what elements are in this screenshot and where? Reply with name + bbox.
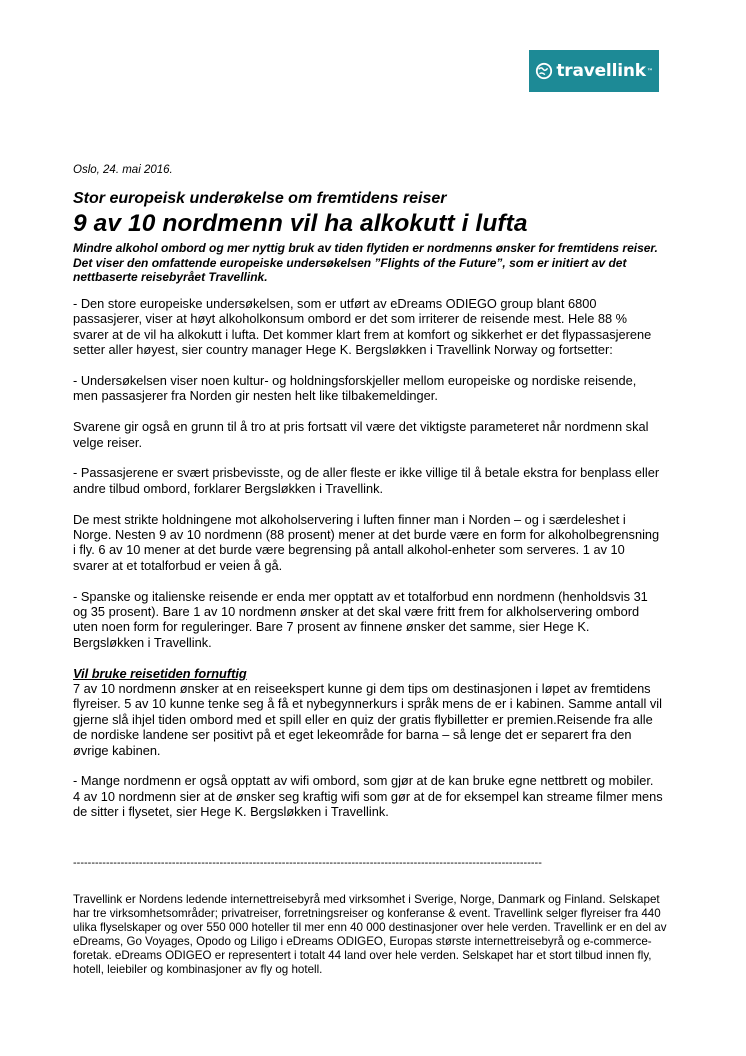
logo-trademark: ™ <box>646 67 653 75</box>
paragraph: 7 av 10 nordmenn ønsker at en reiseekspert kunne gi dem tips om destinasjonen i løpet av fremtidens flyreiser. 5 av 10 kunne tenke seg å få et nybegynnerkurs i språk mens de er i kabinen. Samme antall vil gjerne slå ihjel tiden ombord med et spill eller en quiz der gratis flybilletter er premien.Reisende fra alle de nordiske landene ser positivt på et eget lekeområde for barna – så lenge det er separert fra den øvrige kabinen. <box>73 681 662 758</box>
paragraph: - Passasjerene er svært prisbevisste, og de aller fleste er ikke villige til å betale ekstra for benplass eller andre tilbud ombord, forklarer Bergsløkken i Travellink. <box>73 465 660 496</box>
subtitle: Stor europeisk underøkelse om fremtidens reiser <box>73 190 447 207</box>
date-line: Oslo, 24. mai 2016. <box>73 164 173 176</box>
travellink-logo <box>529 50 659 92</box>
paragraph: - Den store europeiske undersøkelsen, som er utført av eDreams ODIEGO group blant 6800 passasjerer, viser at høyt alkoholkonsum ombord er det som irriterer de reisende mest. Hele 88 % svarer at de vil ha alkokutt i lufta. Det kommer klart frem at komfort og sikkerhet er det flypassasjerene setter aller høyest, sier country manager Hege K. Bergsløkken i Travellink Norway og fortsetter: <box>73 296 652 358</box>
divider-line: -------------------------------------------------------------------------------------------------------------------------------- <box>73 857 542 869</box>
about-boilerplate: Travellink er Nordens ledende internettreisebyrå med virksomhet i Sverige, Norge, Danmark og Finland. Selskapet har tre virksomhetsområder; privatreiser, forretningsreiser og konferanse & event. Travellink selger flyreiser fra 440 ulika flyselskaper og over 550 000 hoteller til mer enn 40 000 destinasjoner over hele verden. Travellink er en del av eDreams, Go Voyages, Opodo og Liligo i eDreams ODIGEO, Europas største internettreisebyrå og e-commerce-foretak. eDreams ODIGEO er representert i totalt 44 land over hele verden. Selskapet har et stort tilbud innen fly, hotell, leiebiler og kombinasjoner av fly og hotell. <box>73 893 667 977</box>
page-title: 9 av 10 nordmenn vil ha alkokutt i lufta <box>73 210 528 237</box>
logo-text: travellink <box>556 61 646 81</box>
paragraph: De mest strikte holdningene mot alkoholservering i luften finner man i Norden – og i særdeleshet i Norge. Nesten 9 av 10 nordmenn (88 prosent) mener at det burde være en form for alkoholbegrensning i fly. 6 av 10 mener at det burde være begrensing på antall alkohol-enheter som serveres. 1 av 10 svarer at et totalforbud er veien å gå. <box>73 511 660 573</box>
paragraph: - Mange nordmenn er også opptatt av wifi ombord, som gjør at de kan bruke egne nettbrett og mobiler. 4 av 10 nordmenn sier at de ønsker seg kraftig wifi som gør at de for eksempel kan streame filmer mens de sitter i flysetet, sier Hege K. Bergsløkken i Travellink. <box>73 773 663 820</box>
paragraph: - Undersøkelsen viser noen kultur- og holdningsforskjeller mellom europeiske og nordiske reisende, men passasjerer fra Norden gir nesten helt like tilbakemeldinger. <box>73 373 637 404</box>
globe-icon <box>535 62 553 80</box>
paragraph: Svarene gir også en grunn til å tro at pris fortsatt vil være det viktigste parameteret når nordmenn skal velge reiser. <box>73 419 649 450</box>
section-heading: Vil bruke reisetiden fornuftig <box>73 665 247 681</box>
article-body <box>73 296 663 835</box>
lead-paragraph: Mindre alkohol ombord og mer nyttig bruk av tiden flytiden er nordmenns ønsker for fremtidens reiser. Det viser den omfattende europeiske undersøkelsen ”Flights of the Future”, som er initiert av det nettbaserte reisebyrået Travellink. <box>73 241 658 284</box>
paragraph: - Spanske og italienske reisende er enda mer opptatt av et totalforbud enn nordmenn (henholdsvis 31 og 35 prosent). Bare 1 av 10 nordmenn ønsker at det skal være fritt frem for alkholservering ombord uten noen form for reguleringer. Bare 7 prosent av finnene ønsker det samme, sier Hege K. Bergsløkken i Travellink. <box>73 588 648 650</box>
